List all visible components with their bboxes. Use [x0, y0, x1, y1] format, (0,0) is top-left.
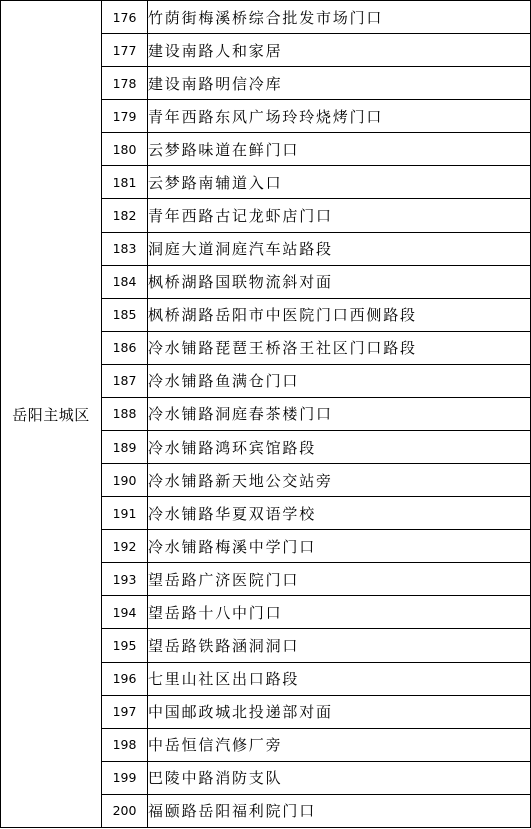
location-cell: 中国邮政城北投递部对面	[148, 695, 531, 728]
location-cell: 青年西路古记龙虾店门口	[148, 199, 531, 232]
row-number-cell: 196	[102, 662, 148, 695]
location-cell: 竹荫街梅溪桥综合批发市场门口	[148, 1, 531, 34]
table-row	[1, 1, 531, 34]
location-cell: 枫桥湖路国联物流斜对面	[148, 265, 531, 298]
row-number-cell: 188	[102, 397, 148, 430]
location-cell: 冷水铺路新天地公交站旁	[148, 464, 531, 497]
location-cell: 冷水铺路华夏双语学校	[148, 497, 531, 530]
row-number-cell: 199	[102, 761, 148, 794]
row-number-cell: 183	[102, 232, 148, 265]
row-number-cell: 180	[102, 133, 148, 166]
location-cell: 冷水铺路鸿环宾馆路段	[148, 431, 531, 464]
row-number-cell: 190	[102, 464, 148, 497]
row-number-cell: 177	[102, 34, 148, 67]
row-number-cell: 198	[102, 728, 148, 761]
location-cell: 巴陵中路消防支队	[148, 761, 531, 794]
row-number-cell: 181	[102, 166, 148, 199]
row-number-cell: 178	[102, 67, 148, 100]
location-cell: 七里山社区出口路段	[148, 662, 531, 695]
row-number-cell: 182	[102, 199, 148, 232]
district-cell: 岳阳主城区	[1, 1, 102, 828]
row-number-cell: 191	[102, 497, 148, 530]
location-cell: 望岳路铁路涵洞洞口	[148, 629, 531, 662]
row-number-cell: 189	[102, 431, 148, 464]
location-cell: 云梦路南辅道入口	[148, 166, 531, 199]
location-cell: 云梦路味道在鲜门口	[148, 133, 531, 166]
location-cell: 冷水铺路梅溪中学门口	[148, 530, 531, 563]
row-number-cell: 185	[102, 298, 148, 331]
table-body	[1, 1, 531, 828]
location-cell: 青年西路东风广场玲玲烧烤门口	[148, 100, 531, 133]
location-cell: 枫桥湖路岳阳市中医院门口西侧路段	[148, 298, 531, 331]
location-cell: 建设南路人和家居	[148, 34, 531, 67]
location-cell: 望岳路十八中门口	[148, 596, 531, 629]
row-number-cell: 192	[102, 530, 148, 563]
row-number-cell: 187	[102, 364, 148, 397]
location-cell: 福颐路岳阳福利院门口	[148, 794, 531, 827]
row-number-cell: 197	[102, 695, 148, 728]
row-number-cell: 184	[102, 265, 148, 298]
row-number-cell: 194	[102, 596, 148, 629]
location-cell: 建设南路明信冷库	[148, 67, 531, 100]
location-cell: 冷水铺路洞庭春茶楼门口	[148, 397, 531, 430]
location-cell: 冷水铺路鱼满仓门口	[148, 364, 531, 397]
row-number-cell: 200	[102, 794, 148, 827]
location-cell: 望岳路广济医院门口	[148, 563, 531, 596]
row-number-cell: 179	[102, 100, 148, 133]
location-cell: 冷水铺路琵琶王桥洛王社区门口路段	[148, 331, 531, 364]
row-number-cell: 186	[102, 331, 148, 364]
location-cell: 洞庭大道洞庭汽车站路段	[148, 232, 531, 265]
row-number-cell: 193	[102, 563, 148, 596]
row-number-cell: 176	[102, 1, 148, 34]
location-cell: 中岳恒信汽修厂旁	[148, 728, 531, 761]
row-number-cell: 195	[102, 629, 148, 662]
